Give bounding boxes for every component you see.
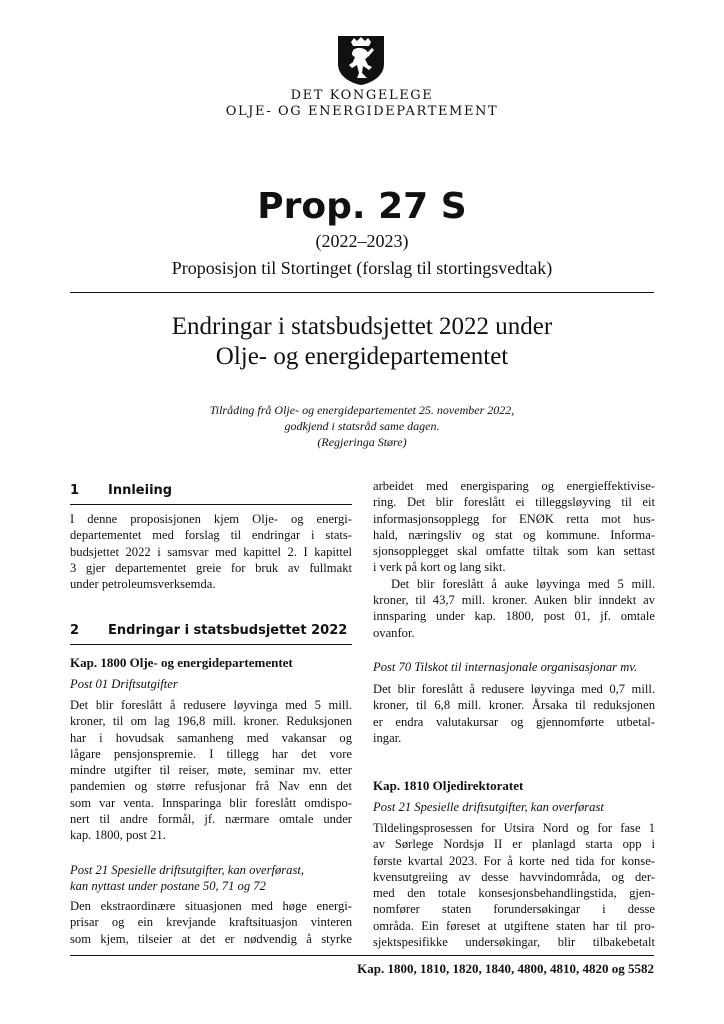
text-line: første kvartal 2023. For å korte ned tida for konse- <box>373 853 655 868</box>
section-title: Endringar i statsbudsjettet 2022 <box>108 623 348 638</box>
text-line: departementet med forslag til endringar i stats- <box>70 528 352 543</box>
recommendation-note <box>0 402 724 450</box>
post-heading-1810-21: Post 21 Spesielle driftsutgifter, kan overførast <box>373 800 604 814</box>
text-line: ingar. <box>373 730 402 745</box>
text-line: Den ekstraordinære situasjonen med høge energi- <box>70 899 352 913</box>
text-line: ring. Det blir foreslått ei tilleggsløyving til eit <box>373 495 655 510</box>
text-line: er endra valutakursar og gjennomførte utbetal- <box>373 714 655 729</box>
text-line: områda. Ein føreset at utgiftene staten har til pro- <box>373 918 655 933</box>
paragraph-post70 <box>373 681 655 746</box>
department-name-line2: OLJE- OG ENERGIDEPARTEMENT <box>225 104 499 119</box>
text-line: 3 gjer departementet greie for bruk av fullmakt <box>70 560 352 575</box>
text-line: med den totale konsesjonsbehandlingstida, gjen- <box>373 886 655 901</box>
proposition-year: (2022–2023) <box>315 231 409 251</box>
text-line: sjektspesifikke undersøkingar, blir tilbakebetalt <box>373 935 655 950</box>
text-line: kvensutgreiing av desse havvindområda, og der- <box>373 869 655 884</box>
section-number: 1 <box>70 483 80 498</box>
text-line: nomfører staten forundersøkingar i desse <box>373 902 655 917</box>
recommendation-line3: (Regjeringa Støre) <box>317 435 407 449</box>
post-heading-21 <box>70 862 352 895</box>
text-line: kroner, til 43,7 mill. kroner. Auken blir inndekt av <box>373 593 655 608</box>
paragraph-post21 <box>70 898 352 947</box>
text-line: under petroleumsverksemda. <box>70 577 216 592</box>
document-title-line2: Olje- og energidepartementet <box>215 343 509 370</box>
chapter-heading-1810: Kap. 1810 Oljedirektoratet <box>373 778 524 793</box>
text-line: pandemien og større refusjonar frå Nav enn det <box>70 779 352 794</box>
top-divider <box>70 292 654 293</box>
coat-of-arms-logo <box>336 34 386 86</box>
text-line: Post 21 Spesielle driftsutgifter, kan overførast, <box>70 863 305 877</box>
text-line: kroner, til 6,8 mill. kroner. Årsaka til reduksjonen <box>373 698 655 713</box>
paragraph-1810-post21 <box>373 820 655 950</box>
text-line: lågare pensjonspremie. I tillegg har det vore <box>70 746 352 761</box>
text-line: Det blir foreslått å redusere løyvinga med 5 mill. <box>70 698 352 712</box>
text-line: Det blir foreslått å auke løyvinga med 5 mill. <box>391 576 655 591</box>
text-line: mindre utgifter til reiser, møte, seminar mv. etter <box>70 763 352 778</box>
text-line: kroner, til om lag 196,8 mill. kroner. Reduksjonen <box>70 714 352 729</box>
text-line: hald, næringsliv og stat og kommune. Informa- <box>373 527 655 542</box>
post-heading-70: Post 70 Tilskot til internasjonale organisasjonar mv. <box>373 660 638 674</box>
footer-chapter-list: Kap. 1800, 1810, 1820, 1840, 4800, 4810, 4820 og 5582 <box>357 961 654 976</box>
text-line: sjonsopplegget skal omfatte tiltak som kan settast <box>373 544 655 559</box>
text-line: av Sørlege Nordsjø II er planlagd starta opp i <box>373 837 655 852</box>
paragraph-introduction <box>70 511 352 592</box>
document-title-line1: Endringar i statsbudsjettet 2022 under <box>171 313 553 340</box>
section-heading-2 <box>70 622 352 645</box>
chapter-heading-1800: Kap. 1800 Olje- og energidepartementet <box>70 655 293 670</box>
recommendation-line1: Tilråding frå Olje- og energidepartementet 25. november 2022, <box>209 403 515 417</box>
text-line: som var venta. Innsparinga blir foreslått omdispo- <box>70 795 352 810</box>
text-line: Tildelingsprosessen for Utsira Nord og for fase 1 <box>373 821 655 835</box>
text-line: innsparing under kap. 1800, post 01, jf. omtale <box>373 609 655 624</box>
text-line: prisar og ein krevjande kraftsituasjon vinteren <box>70 915 352 930</box>
section-title: Innleiing <box>108 483 173 498</box>
text-line: I denne proposisjonen kjem Olje- og energi- <box>70 512 352 526</box>
document-title <box>0 312 724 372</box>
text-line: kan nyttast under postane 50, 71 og 72 <box>70 879 266 894</box>
text-line: ovanfor. <box>373 625 415 640</box>
text-line: kap. 1800, post 21. <box>70 828 166 843</box>
section-number: 2 <box>70 623 80 638</box>
text-line: har i hovudsak samanheng med vakansar og <box>70 730 352 745</box>
paragraph-continued <box>373 478 655 641</box>
text-line: som kjem, tilseier at det er nødvendig å styrke <box>70 931 352 946</box>
section-heading-1 <box>70 482 352 505</box>
bottom-divider <box>70 955 654 956</box>
proposition-title: Prop. 27 S <box>257 186 467 227</box>
text-line: nert til andre formål, jf. nærmare omtale under <box>70 812 352 827</box>
text-line: arbeidet med energisparing og energieffektivise- <box>373 479 655 493</box>
text-line: informasjonsopplegg for ENØK retta mot hus- <box>373 511 655 526</box>
post-heading-01: Post 01 Driftsutgifter <box>70 677 178 691</box>
proposition-subtitle: Proposisjon til Stortinget (forslag til stortingsvedtak) <box>171 258 553 278</box>
text-line: budsjettet 2022 i samsvar med kapittel 2. I kapittel <box>70 544 352 559</box>
paragraph-post01 <box>70 697 352 844</box>
text-line: i verk på kort og lang sikt. <box>373 560 506 575</box>
text-line: Det blir foreslått å redusere løyvinga med 0,7 mill. <box>373 682 655 696</box>
recommendation-line2: godkjend i statsråd same dagen. <box>284 419 440 433</box>
department-name-line1: DET KONGELEGE <box>290 88 434 103</box>
